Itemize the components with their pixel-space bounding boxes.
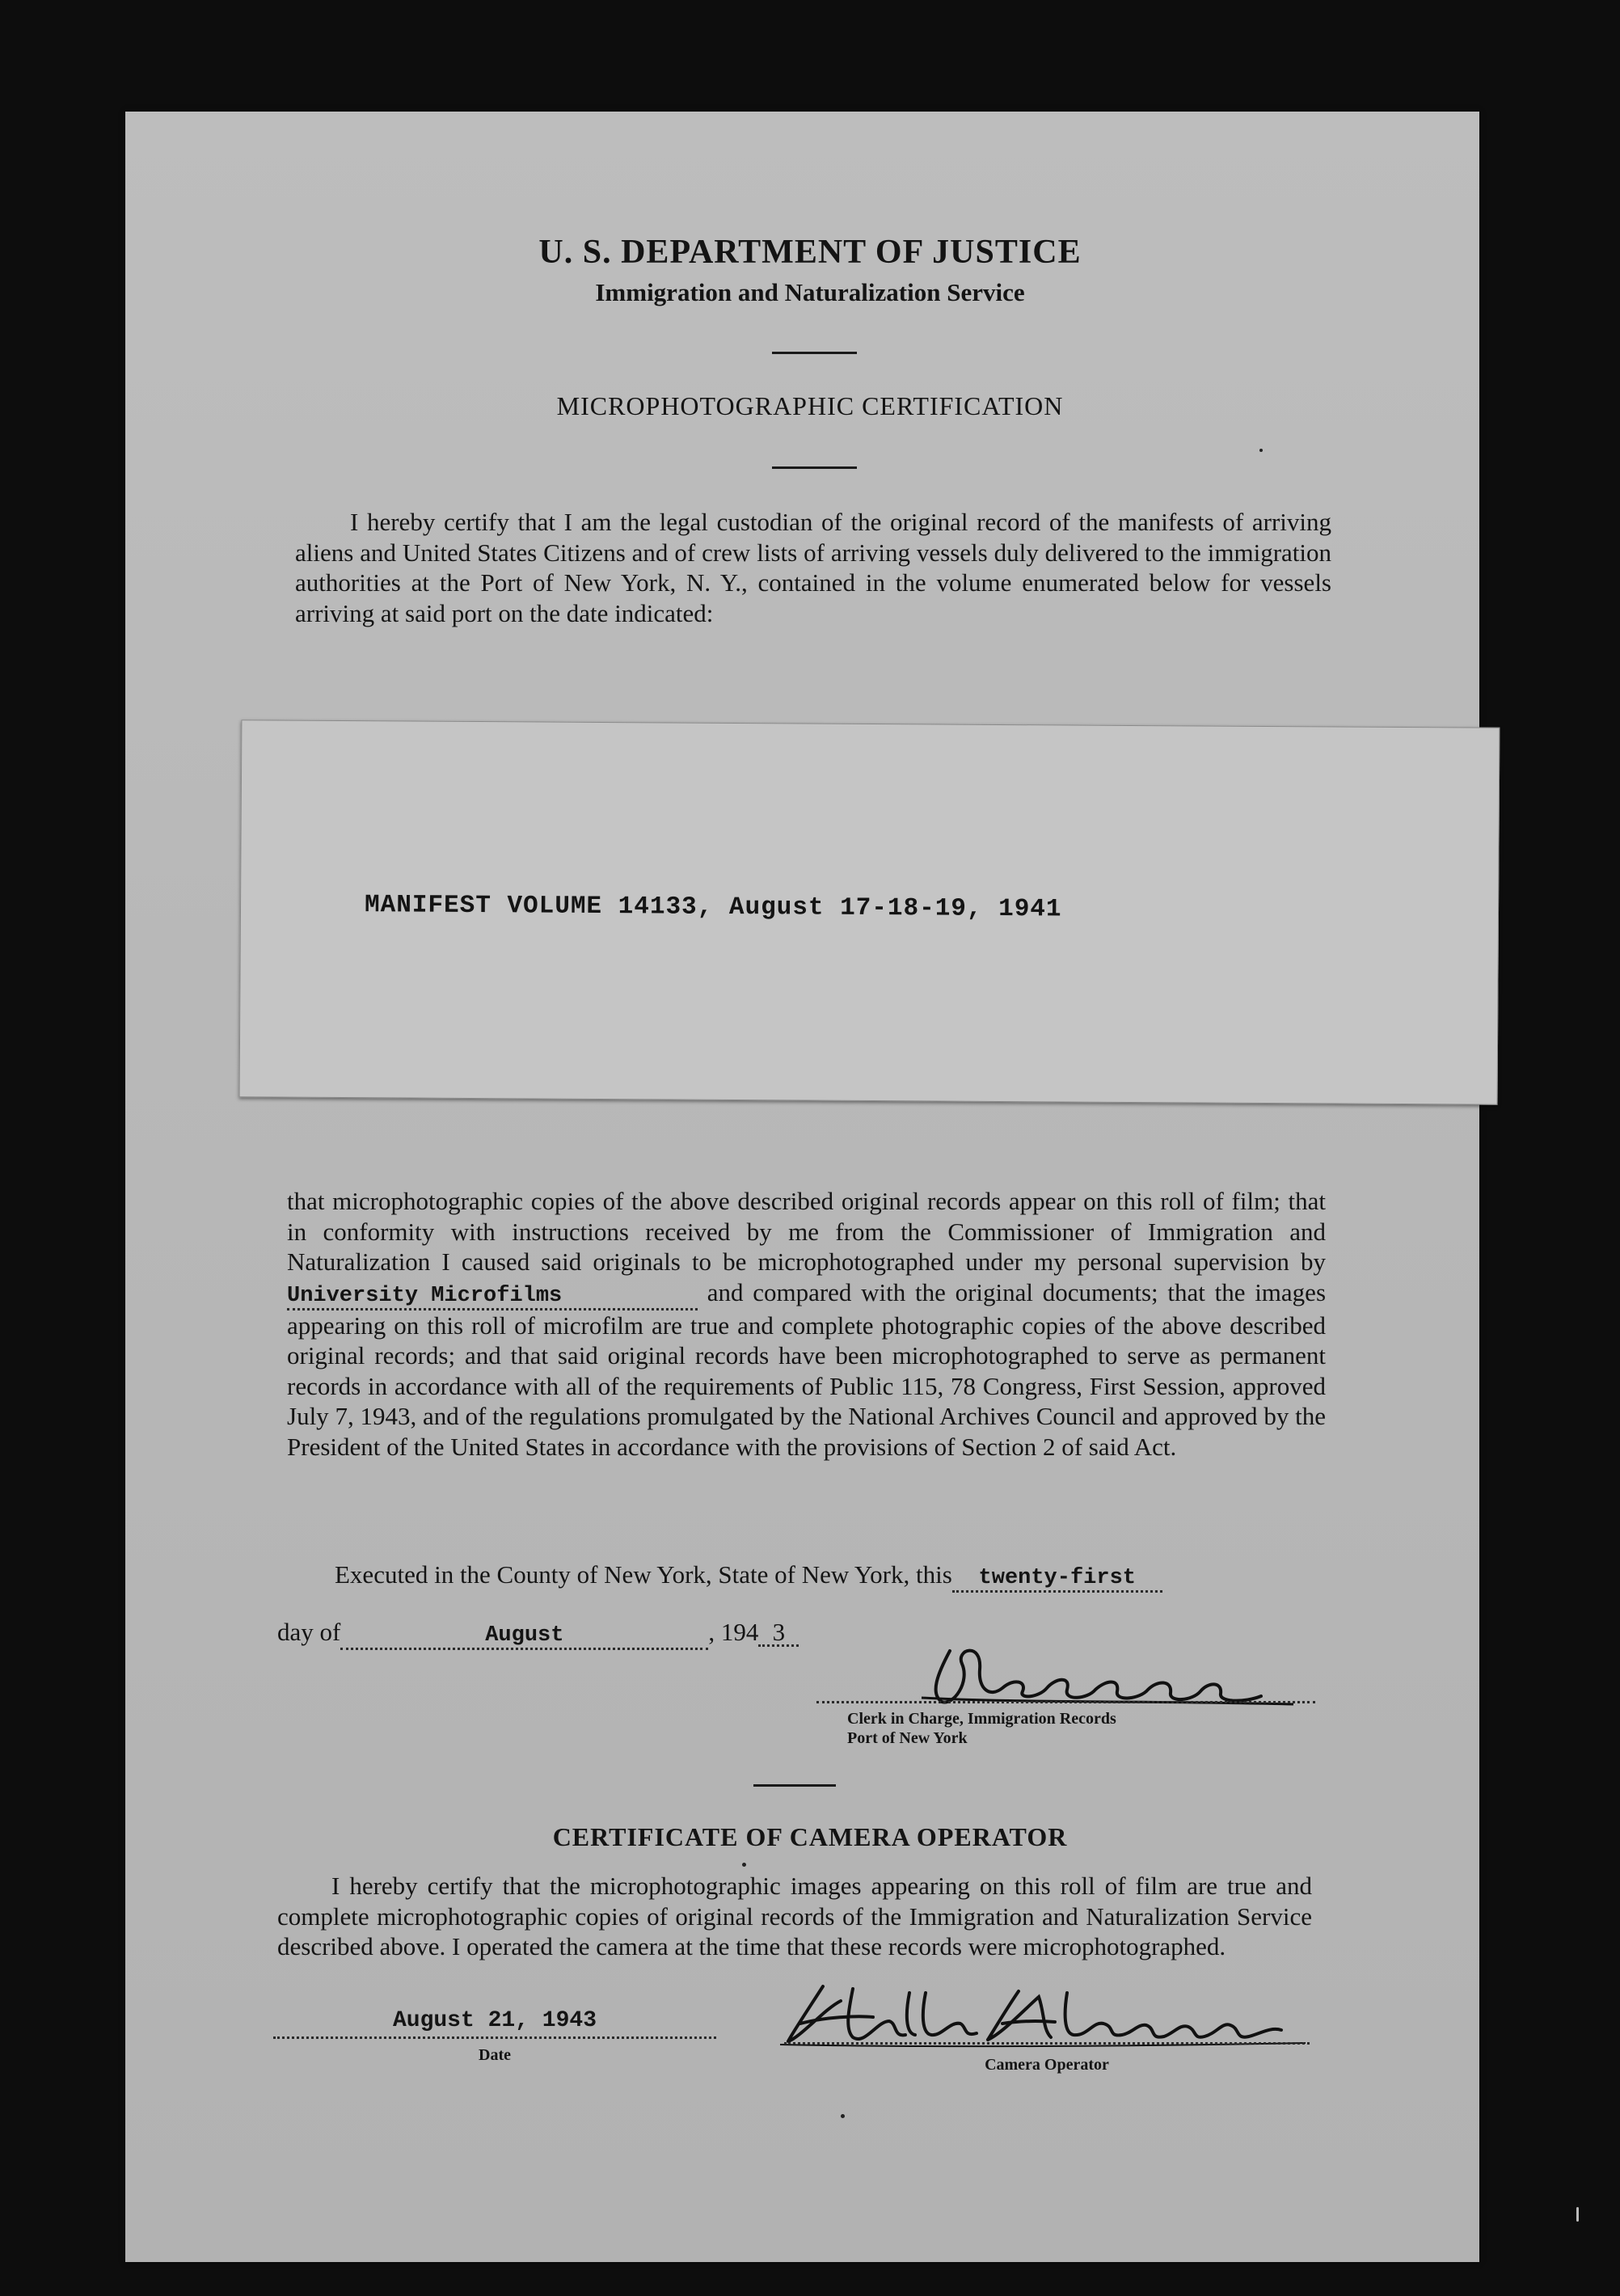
- clerk-title-line-1: Clerk in Charge, Immigration Records: [847, 1710, 1116, 1728]
- year-digit-field: 3: [758, 1620, 799, 1647]
- execution-line: [335, 1560, 1337, 1593]
- camera-section-divider: [753, 1784, 836, 1787]
- camera-operator-label: Camera Operator: [985, 2056, 1109, 2074]
- day-of-label: day of: [277, 1618, 341, 1646]
- clerk-signature-line: [816, 1701, 1315, 1703]
- date-line: [277, 1618, 843, 1650]
- camera-date-line: [273, 2036, 716, 2039]
- film-speck: [742, 1863, 746, 1867]
- service-subtitle: Immigration and Naturalization Service: [595, 278, 1025, 306]
- camera-operator-signature-line: [784, 2042, 1310, 2045]
- execution-prefix: Executed in the County of New York, State of New York, this: [335, 1560, 952, 1589]
- custodian-statement: I hereby certify that I am the legal custodian of the original record of the manifests of arriving aliens and United States Citizens and of crew lists of arriving vessels duly delivered to the immigration authorities at the Port of New York, N. Y., contained in the volume enumerated below for vessels arriving at said port on the date indicated:: [295, 508, 1331, 627]
- date-field-group: [273, 2008, 716, 2065]
- month-field: August: [340, 1623, 708, 1650]
- film-scratch: [1576, 2207, 1579, 2222]
- camera-operator-signature: [776, 1977, 1310, 2049]
- title-divider: [772, 352, 857, 354]
- microfilm-statement: [287, 1186, 1326, 1462]
- camera-date-value: August 21, 1943: [392, 2008, 597, 2033]
- film-speck: [841, 2114, 845, 2118]
- camera-operator-heading: CERTIFICATE OF CAMERA OPERATOR: [552, 1822, 1068, 1851]
- year-prefix: , 194: [708, 1618, 759, 1646]
- clerk-title-line-2: Port of New York: [847, 1729, 968, 1747]
- camera-operator-statement: I hereby certify that the microphotographic images appearing on this roll of film are true and complete microphotographic copies of original records of the Immigration and Naturalization Service described above. I operated the camera at the time that these records were microphotographed.: [277, 1872, 1312, 1960]
- statement-part-1: that microphotographic copies of the above described original records appear on this roll of film; that in conformity with instructions received by me from the Commissioner of Immigration and Naturalization I caused said originals to be microphotographed under my personal supervision by: [287, 1187, 1326, 1276]
- manifest-insert-slip: [239, 720, 1500, 1105]
- certification-title: MICROPHOTOGRAPHIC CERTIFICATION: [556, 391, 1064, 420]
- statement-part-2: and compared with the original documents; that the images appearing on this roll of microfilm are true and complete photographic copies of the above described original records; and that said original records have been microphotographed to serve as permanent records in accordance with all of the requirements of Public 115, 78 Congress, First Session, approved July 7, 1943, and of the regulations promulgated by the National Archives Council and approved by the President of the United States in accordance with the provisions of Section 2 of said Act.: [287, 1277, 1327, 1461]
- day-ordinal-field: twenty-first: [952, 1566, 1162, 1593]
- supervisor-field: University Microfilms: [287, 1284, 698, 1310]
- manifest-volume-text: MANIFEST VOLUME 14133, August 17-18-19, 1941: [364, 891, 1062, 924]
- camera-date-label: Date: [479, 2046, 511, 2064]
- clerk-title: [847, 1709, 1116, 1748]
- clerk-signature: [905, 1625, 1310, 1710]
- section-divider: [772, 466, 857, 469]
- film-speck: [1259, 449, 1263, 452]
- department-title: U. S. DEPARTMENT OF JUSTICE: [538, 234, 1082, 271]
